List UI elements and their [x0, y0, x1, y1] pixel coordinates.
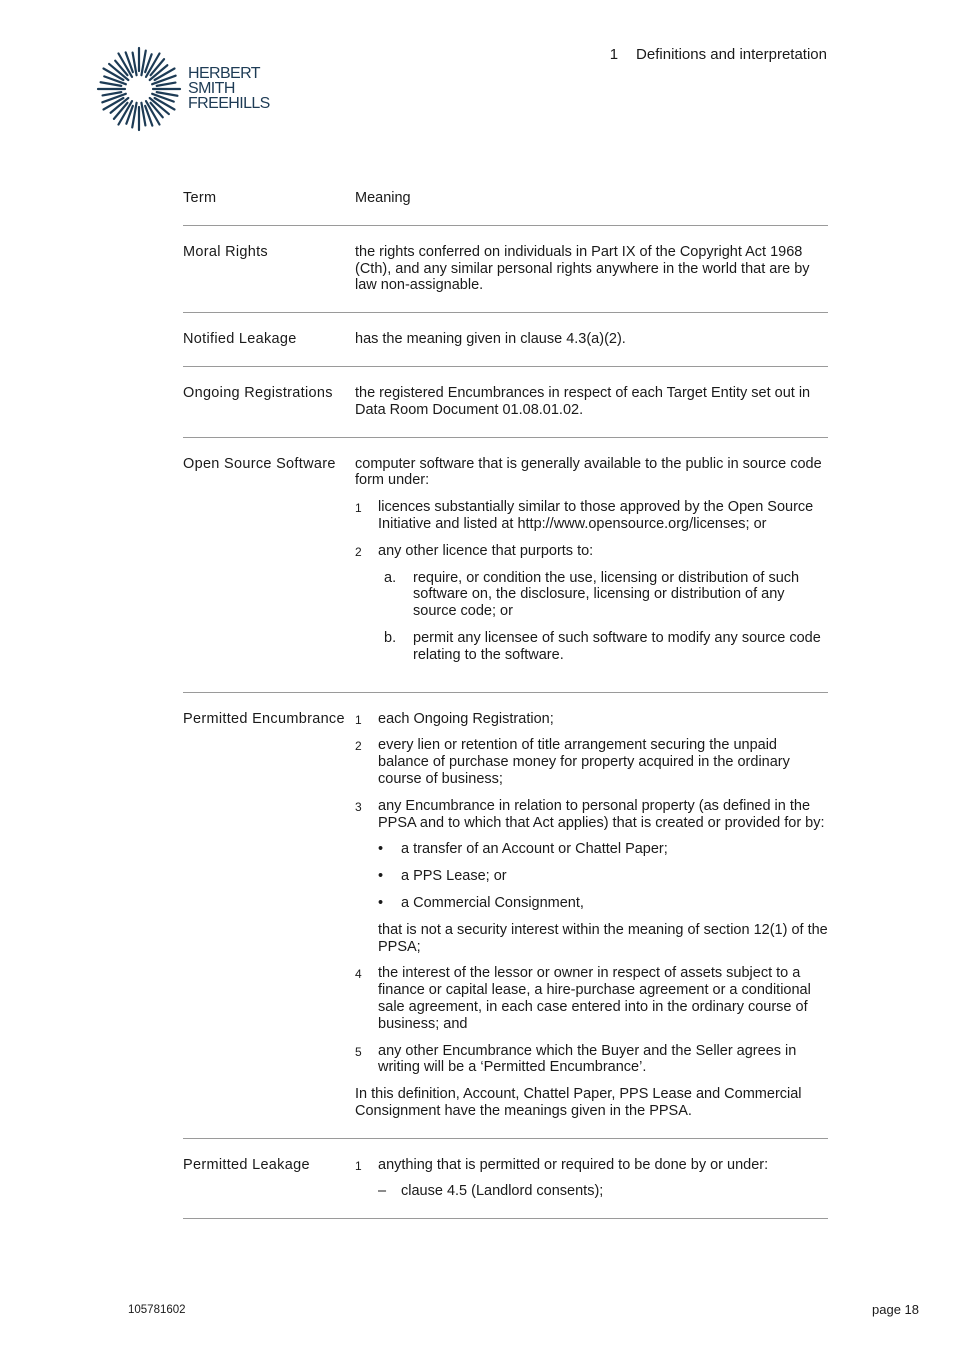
bullet-text: a transfer of an Account or Chattel Paper;: [401, 841, 668, 858]
list-text: any other licence that purports to:: [378, 542, 594, 559]
term-permitted-encumbrance: Permitted Encumbrance: [183, 692, 355, 1138]
sunburst-logo-icon: [96, 46, 182, 132]
dash-mark: –: [378, 1183, 387, 1200]
list-number: 1: [355, 501, 362, 516]
table-row: [183, 366, 828, 437]
column-header-term: Term: [183, 172, 355, 225]
logo-wordmark: [188, 66, 270, 111]
list-text: the interest of the lessor or owner in respect of assets subject to a finance or capital lease, a hire-purchase agreement or a conditional sale agreement, in each case entered into in the ordinary course of business; and: [378, 965, 811, 1032]
logo-line-3: FREEHILLS: [188, 95, 270, 112]
sub-list-text: permit any licensee of such software to modify any source code relating to the software.: [413, 629, 821, 663]
list-item: [355, 711, 828, 728]
list-number: 1: [355, 712, 362, 727]
bullet-item: [355, 895, 828, 912]
list-text: every lien or retention of title arrangement securing the unpaid balance of purchase money for property acquired in the ordinary course of business;: [378, 737, 790, 787]
list-number: 2: [355, 739, 362, 754]
list-continuation: that is not a security interest within the meaning of section 12(1) of the PPSA;: [378, 921, 828, 955]
bullet-icon: •: [378, 868, 384, 885]
meaning-intro: computer software that is generally available to the public in source code form under:: [355, 455, 822, 489]
bullet-item: [355, 841, 828, 858]
sub-list-item: [355, 630, 828, 664]
meaning-text: the rights conferred on individuals in Part IX of the Copyright Act 1968 (Cth), and any similar personal rights anywhere in the world that are by law non-assignable.: [355, 243, 810, 294]
list-text: any Encumbrance in relation to personal property (as defined in the PPSA and to which that Act applies) that is created or provided for by:: [378, 797, 825, 831]
list-item: [355, 499, 828, 533]
table-row: [183, 437, 828, 692]
list-item: [355, 737, 828, 787]
term-ongoing-registrations: Ongoing Registrations: [183, 366, 355, 437]
sub-list-text: require, or condition the use, licensing or distribution of such software on, the disclosure, licensing or distribution of any source code; or: [413, 569, 800, 620]
document-number: 105781602: [128, 1304, 186, 1316]
list-item: [355, 543, 828, 560]
section-header: [610, 46, 827, 63]
logo-line-2: SMITH: [188, 80, 235, 97]
bullet-text: a Commercial Consignment,: [401, 894, 584, 911]
list-item: [355, 1043, 828, 1077]
list-item: [355, 965, 828, 1032]
logo-line-1: HERBERT: [188, 65, 260, 82]
sub-list-mark: a.: [384, 569, 397, 586]
table-row: [183, 225, 828, 312]
section-title: Definitions and interpretation: [636, 46, 827, 63]
definition-closing: In this definition, Account, Chattel Paper, PPS Lease and Commercial Consignment have the meanings given in the PPSA.: [355, 1086, 802, 1119]
company-logo: [96, 46, 276, 134]
table-row: [183, 313, 828, 367]
list-number: 3: [355, 799, 362, 814]
dash-item: [355, 1183, 828, 1200]
bullet-icon: •: [378, 894, 384, 911]
list-item: [355, 798, 828, 832]
list-item: [355, 1157, 828, 1174]
table-header-row: [183, 172, 828, 225]
bullet-icon: •: [378, 841, 384, 858]
definitions-table: [183, 172, 828, 1219]
table-row: [183, 1138, 828, 1219]
page-number: page 18: [872, 1302, 919, 1317]
term-moral-rights: Moral Rights: [183, 225, 355, 312]
logo-ray: [103, 92, 122, 95]
table-row: [183, 692, 828, 1138]
list-text: each Ongoing Registration;: [378, 710, 554, 727]
section-number: 1: [609, 46, 619, 63]
logo-ray: [157, 92, 178, 96]
column-header-meaning: Meaning: [355, 172, 828, 225]
sub-list-item: [355, 570, 828, 620]
logo-ray: [101, 82, 122, 86]
list-text: any other Encumbrance which the Buyer and the Seller agrees in writing will be a ‘Permitted Encumbrance’.: [378, 1042, 797, 1076]
meaning-text: has the meaning given in clause 4.3(a)(2).: [355, 331, 626, 348]
list-number: 4: [355, 967, 362, 982]
dash-text: clause 4.5 (Landlord consents);: [401, 1183, 604, 1200]
list-number: 1: [355, 1158, 362, 1173]
bullet-item: [355, 868, 828, 885]
list-number: 2: [355, 544, 362, 559]
term-permitted-leakage: Permitted Leakage: [183, 1138, 355, 1219]
term-notified-leakage: Notified Leakage: [183, 313, 355, 367]
meaning-text: the registered Encumbrances in respect of each Target Entity set out in Data Room Document 01.08.01.02.: [355, 384, 811, 418]
logo-ray: [157, 83, 176, 86]
sub-list-mark: b.: [384, 629, 397, 646]
term-open-source-software: Open Source Software: [183, 437, 355, 692]
list-text: licences substantially similar to those approved by the Open Source Initiative and listed at http://www.opensource.org/licenses; or: [378, 499, 814, 532]
bullet-text: a PPS Lease; or: [401, 868, 507, 885]
list-text: anything that is permitted or required to be done by or under:: [378, 1156, 769, 1173]
list-number: 5: [355, 1044, 362, 1059]
